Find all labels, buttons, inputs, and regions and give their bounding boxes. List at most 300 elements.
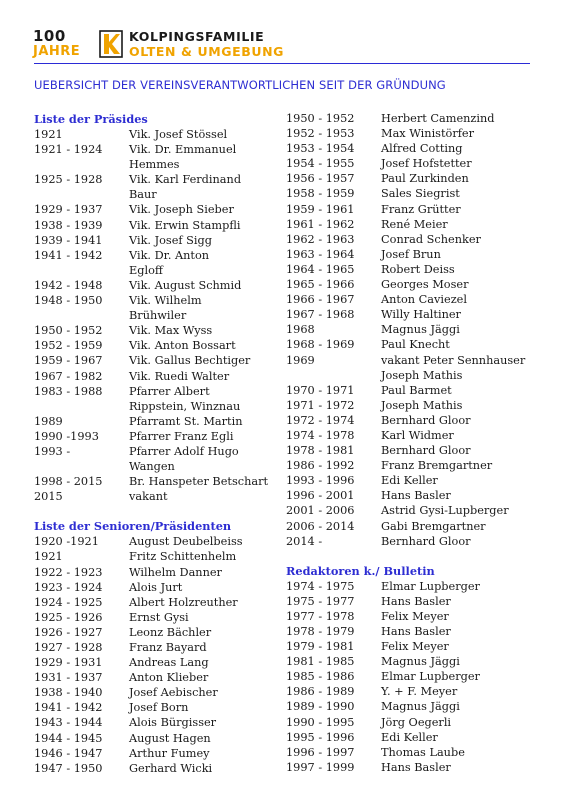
list-item — [34, 670, 274, 685]
list-item — [286, 519, 556, 534]
list-item — [34, 655, 274, 670]
senioren-list-continued — [286, 111, 556, 549]
list-item — [34, 233, 274, 248]
name-line: vakant Peter Sennhauser — [381, 353, 526, 367]
list-item — [34, 700, 274, 715]
name-line: Max Winistörfer — [381, 127, 474, 141]
name-cell — [129, 233, 274, 248]
name-line: Vik. Joseph Sieber — [129, 203, 234, 217]
years-cell: 1920 -1921 — [34, 535, 99, 549]
years-cell: 1947 - 1950 — [34, 761, 103, 775]
list-item — [286, 171, 556, 186]
list-item — [286, 217, 556, 232]
name-line: Conrad Schenker — [381, 232, 481, 246]
name-cell — [129, 429, 274, 444]
name-line: Joseph Mathis — [381, 398, 463, 412]
redaktoren-list — [286, 579, 556, 775]
list-item — [286, 639, 556, 654]
name-line: Vik. Ruedi Walter — [129, 369, 230, 383]
name-cell — [381, 307, 556, 322]
years-cell: 1929 - 1937 — [34, 203, 103, 217]
name-line: René Meier — [381, 217, 448, 231]
list-item — [286, 684, 556, 699]
name-cell — [129, 172, 274, 202]
name-line: Josef Brun — [381, 247, 441, 261]
list-item — [286, 443, 556, 458]
name-line: Magnus Jäggi — [381, 700, 460, 714]
name-line: Franz Bremgartner — [381, 459, 493, 473]
praesides-heading: Liste der Präsides — [34, 112, 148, 126]
list-item — [34, 127, 274, 142]
name-line: August Deubelbeiss — [129, 535, 243, 549]
name-cell — [129, 202, 274, 217]
name-line: Pfarramt St. Martin — [129, 414, 243, 428]
name-line: Ernst Gysi — [129, 610, 189, 624]
name-line: Paul Zurkinden — [381, 172, 469, 186]
redaktoren-heading: Redaktoren k./ Bulletin — [286, 563, 435, 578]
name-line: Vik. Dr. Anton — [129, 248, 210, 262]
years-cell: 1985 - 1986 — [286, 670, 355, 684]
list-item — [286, 277, 556, 292]
name-line: Alois Bürgisser — [129, 716, 217, 730]
name-line: Gerhard Wicki — [129, 761, 213, 775]
name-cell — [381, 534, 556, 549]
name-cell — [129, 700, 274, 715]
name-cell — [381, 232, 556, 247]
name-cell — [129, 580, 274, 595]
name-line: Willy Haltiner — [381, 308, 461, 322]
name-line: Alfred Cotting — [381, 142, 463, 156]
name-cell — [129, 655, 274, 670]
years-cell: 2015 — [34, 490, 63, 504]
years-cell: 1925 - 1926 — [34, 610, 103, 624]
list-item — [34, 685, 274, 700]
name-line: Joseph Mathis — [381, 368, 463, 382]
name-line: Vik. Karl Ferdinand — [129, 173, 242, 187]
list-item — [34, 580, 274, 595]
name-cell — [381, 171, 556, 186]
name-line: Elmar Lupberger — [381, 579, 480, 593]
list-item — [34, 746, 274, 761]
list-item — [34, 353, 274, 368]
name-cell — [129, 414, 274, 429]
years-cell: 1958 - 1959 — [286, 187, 355, 201]
years-cell: 1948 - 1950 — [34, 294, 103, 308]
years-cell: 1965 - 1966 — [286, 278, 355, 292]
years-cell: 1986 - 1992 — [286, 459, 355, 473]
name-line: Vik. Gallus Bechtiger — [129, 354, 251, 368]
list-item — [286, 292, 556, 307]
logo-org-line2: OLTEN & UMGEBUNG — [129, 44, 285, 59]
name-cell — [129, 534, 274, 549]
name-cell — [129, 127, 274, 142]
years-cell: 1997 - 1999 — [286, 760, 355, 774]
list-item — [286, 126, 556, 141]
years-cell: 1921 - 1924 — [34, 143, 103, 157]
name-cell — [381, 579, 556, 594]
name-cell — [129, 323, 274, 338]
name-cell — [381, 730, 556, 745]
name-line: Leonz Bächler — [129, 625, 212, 639]
name-line: Gabi Bremgartner — [381, 519, 486, 533]
name-cell — [129, 444, 274, 474]
name-line: Vik. Josef Sigg — [129, 233, 213, 247]
list-item — [34, 640, 274, 655]
name-cell — [129, 761, 274, 776]
list-item — [286, 624, 556, 639]
list-item — [34, 323, 274, 338]
years-cell: 1966 - 1967 — [286, 293, 355, 307]
name-cell — [381, 398, 556, 413]
years-cell: 1961 - 1962 — [286, 217, 355, 231]
list-item — [34, 761, 274, 776]
years-cell: 2014 - — [286, 534, 323, 548]
name-cell — [381, 413, 556, 428]
list-item — [286, 760, 556, 775]
years-cell: 1950 - 1952 — [34, 324, 103, 338]
name-cell — [129, 685, 274, 700]
name-cell — [381, 443, 556, 458]
name-line: Franz Bayard — [129, 641, 207, 654]
list-item — [286, 337, 556, 352]
name-line: Georges Moser — [381, 278, 469, 292]
name-cell — [381, 322, 556, 337]
list-item — [34, 293, 274, 323]
name-line: Magnus Jäggi — [381, 323, 460, 337]
name-cell — [381, 458, 556, 473]
name-cell — [129, 670, 274, 685]
name-cell — [129, 248, 274, 278]
list-item — [34, 565, 274, 580]
years-cell: 1942 - 1948 — [34, 278, 103, 292]
name-line: Felix Meyer — [381, 640, 449, 654]
list-item — [286, 307, 556, 322]
name-cell — [381, 609, 556, 624]
name-line: Brühwiler — [129, 309, 187, 323]
years-cell: 1924 - 1925 — [34, 595, 103, 609]
years-cell: 1972 - 1974 — [286, 413, 355, 427]
name-cell — [129, 549, 274, 564]
senioren-list — [34, 534, 274, 776]
years-cell: 2001 - 2006 — [286, 504, 355, 518]
name-line: Vik. Wilhelm — [129, 294, 202, 308]
logo-number: 100 — [33, 27, 66, 45]
list-item — [286, 428, 556, 443]
name-cell — [129, 489, 274, 504]
name-line: Vik. Dr. Emmanuel — [129, 143, 237, 157]
name-line: Herbert Camenzind — [381, 112, 495, 125]
years-cell: 1995 - 1996 — [286, 730, 355, 744]
list-item — [286, 232, 556, 247]
name-cell — [381, 684, 556, 699]
name-line: Karl Widmer — [381, 428, 454, 442]
list-item — [34, 172, 274, 202]
name-line: Pfarrer Adolf Hugo — [129, 444, 239, 458]
years-cell: 1964 - 1965 — [286, 262, 355, 276]
list-item — [34, 248, 274, 278]
name-line: Paul Barmet — [381, 383, 452, 397]
list-item — [34, 384, 274, 414]
name-cell — [381, 277, 556, 292]
name-cell — [129, 474, 274, 489]
years-cell: 1969 — [286, 353, 315, 367]
name-line: vakant — [129, 490, 168, 504]
name-cell — [129, 715, 274, 730]
name-line: Vik. Josef Stössel — [129, 128, 228, 141]
years-cell: 1971 - 1972 — [286, 398, 355, 412]
kolping-k-icon — [99, 30, 123, 58]
list-item — [286, 473, 556, 488]
page-title: UEBERSICHT DER VEREINSVERANTWORTLICHEN SEIT DER GRÜNDUNG — [34, 78, 446, 92]
name-line: Magnus Jäggi — [381, 655, 460, 669]
list-item — [286, 398, 556, 413]
years-cell: 1931 - 1937 — [34, 671, 103, 685]
list-item — [286, 534, 556, 549]
years-cell: 1944 - 1945 — [34, 731, 103, 745]
name-line: Robert Deiss — [381, 262, 455, 276]
list-item — [286, 186, 556, 201]
years-cell: 1986 - 1989 — [286, 685, 355, 699]
name-cell — [381, 383, 556, 398]
name-line: Y. + F. Meyer — [381, 685, 458, 699]
name-cell — [381, 519, 556, 534]
list-item — [34, 549, 274, 564]
name-line: Wangen — [129, 460, 175, 474]
list-item — [34, 715, 274, 730]
list-item — [34, 278, 274, 293]
years-cell: 1938 - 1939 — [34, 218, 103, 232]
list-item — [34, 369, 274, 384]
years-cell: 1941 - 1942 — [34, 248, 103, 262]
name-cell — [129, 610, 274, 625]
name-line: Wilhelm Danner — [129, 565, 222, 579]
senioren-heading: Liste der Senioren/Präsidenten — [34, 519, 232, 534]
years-cell: 1983 - 1988 — [34, 384, 103, 398]
name-cell — [381, 669, 556, 684]
years-cell: 1993 - — [34, 444, 71, 458]
name-cell — [381, 654, 556, 669]
list-item — [34, 489, 274, 504]
name-cell — [381, 639, 556, 654]
name-line: Andreas Lang — [129, 656, 209, 670]
name-cell — [129, 565, 274, 580]
name-cell — [129, 353, 274, 368]
years-cell: 1950 - 1952 — [286, 112, 355, 125]
list-item — [34, 625, 274, 640]
years-cell: 1926 - 1927 — [34, 625, 103, 639]
name-cell — [129, 218, 274, 233]
name-cell — [381, 111, 556, 126]
years-cell: 1993 - 1996 — [286, 474, 355, 488]
list-item — [34, 202, 274, 217]
name-cell — [129, 369, 274, 384]
name-cell — [381, 624, 556, 639]
years-cell: 2006 - 2014 — [286, 519, 355, 533]
name-cell — [381, 594, 556, 609]
list-item — [34, 731, 274, 746]
years-cell: 1975 - 1977 — [286, 594, 355, 608]
name-line: Jörg Oegerli — [381, 715, 452, 729]
years-cell: 1938 - 1940 — [34, 686, 103, 700]
name-line: Hans Basler — [381, 594, 451, 608]
years-cell: 1956 - 1957 — [286, 172, 355, 186]
name-cell — [381, 292, 556, 307]
name-line: Josef Aebischer — [129, 686, 218, 700]
years-cell: 1978 - 1979 — [286, 625, 355, 638]
years-cell: 1967 - 1968 — [286, 308, 355, 322]
list-item — [34, 142, 274, 172]
years-cell: 1962 - 1963 — [286, 232, 355, 246]
list-item — [34, 534, 274, 549]
years-cell: 1968 — [286, 323, 315, 337]
name-cell — [129, 625, 274, 640]
name-cell — [381, 760, 556, 775]
name-cell — [381, 247, 556, 262]
list-item — [286, 353, 556, 383]
years-cell: 1921 — [34, 550, 63, 564]
name-cell — [381, 353, 556, 383]
name-cell — [381, 337, 556, 352]
years-cell: 1979 - 1981 — [286, 640, 355, 654]
years-cell: 1939 - 1941 — [34, 233, 103, 247]
list-item — [34, 218, 274, 233]
name-cell — [381, 473, 556, 488]
list-item — [286, 458, 556, 473]
years-cell: 1929 - 1931 — [34, 656, 103, 670]
name-cell — [129, 142, 274, 172]
list-item — [286, 609, 556, 624]
years-cell: 1989 — [34, 414, 63, 428]
name-line: Josef Hofstetter — [381, 157, 472, 171]
name-line: Hans Basler — [381, 489, 451, 503]
list-item — [286, 699, 556, 714]
name-cell — [129, 746, 274, 761]
right-column — [286, 111, 556, 775]
years-cell: 1968 - 1969 — [286, 338, 355, 352]
years-cell: 1927 - 1928 — [34, 641, 103, 654]
years-cell: 1952 - 1953 — [286, 127, 355, 141]
name-line: Thomas Laube — [381, 745, 465, 759]
name-line: Hemmes — [129, 158, 180, 172]
name-line: Paul Knecht — [381, 338, 450, 352]
list-item — [286, 262, 556, 277]
years-cell: 1963 - 1964 — [286, 247, 355, 261]
name-line: Vik. Erwin Stampfli — [129, 218, 241, 232]
praesides-list — [34, 127, 274, 504]
years-cell: 1923 - 1924 — [34, 580, 103, 594]
name-cell — [129, 338, 274, 353]
years-cell: 1954 - 1955 — [286, 157, 355, 171]
years-cell: 1946 - 1947 — [34, 746, 103, 760]
list-item — [286, 141, 556, 156]
list-item — [286, 413, 556, 428]
years-cell: 1941 - 1942 — [34, 701, 103, 715]
list-item — [286, 156, 556, 171]
list-item — [286, 579, 556, 594]
name-line: Edi Keller — [381, 730, 438, 744]
name-cell — [129, 293, 274, 323]
years-cell: 1978 - 1981 — [286, 444, 355, 458]
list-item — [286, 654, 556, 669]
years-cell: 1967 - 1982 — [34, 369, 103, 383]
list-item — [286, 111, 556, 126]
list-item — [286, 503, 556, 518]
logo-jahre: JAHRE — [33, 44, 81, 59]
years-cell: 1921 — [34, 128, 63, 141]
years-cell: 1977 - 1978 — [286, 609, 355, 623]
name-line: Hans Basler — [381, 625, 451, 638]
list-item — [34, 474, 274, 489]
name-cell — [381, 503, 556, 518]
name-cell — [381, 141, 556, 156]
name-line: Fritz Schittenhelm — [129, 550, 237, 564]
years-cell: 1981 - 1985 — [286, 655, 355, 669]
name-cell — [129, 278, 274, 293]
name-line: Franz Grütter — [381, 202, 461, 216]
name-line: Bernhard Gloor — [381, 413, 471, 427]
years-cell: 1996 - 2001 — [286, 489, 355, 503]
list-item — [34, 414, 274, 429]
years-cell: 1970 - 1971 — [286, 383, 355, 397]
years-cell: 1943 - 1944 — [34, 716, 103, 730]
name-cell — [381, 699, 556, 714]
name-line: Astrid Gysi-Lupberger — [381, 504, 509, 518]
logo-org-line1: KOLPINGSFAMILIE — [129, 29, 265, 44]
list-item — [286, 247, 556, 262]
name-line: Sales Siegrist — [381, 187, 460, 201]
name-line: August Hagen — [129, 731, 211, 745]
name-cell — [381, 745, 556, 760]
years-cell: 1974 - 1978 — [286, 428, 355, 442]
name-line: Vik. Anton Bossart — [129, 339, 236, 353]
list-item — [286, 594, 556, 609]
name-line: Pfarrer Franz Egli — [129, 429, 234, 443]
years-cell: 1990 - 1995 — [286, 715, 355, 729]
name-line: Arthur Fumey — [129, 746, 210, 760]
name-cell — [381, 715, 556, 730]
name-line: Egloff — [129, 263, 163, 277]
list-item — [286, 202, 556, 217]
name-line: Vik. August Schmid — [129, 278, 242, 292]
list-item — [34, 444, 274, 474]
list-item — [34, 338, 274, 353]
years-cell: 1959 - 1967 — [34, 354, 103, 368]
name-cell — [381, 262, 556, 277]
name-line: Baur — [129, 188, 157, 202]
name-cell — [381, 488, 556, 503]
name-line: Josef Born — [129, 701, 189, 715]
name-cell — [129, 384, 274, 414]
list-item — [34, 429, 274, 444]
name-cell — [129, 595, 274, 610]
years-cell: 1974 - 1975 — [286, 579, 355, 593]
name-cell — [381, 156, 556, 171]
name-line: Br. Hanspeter Betschart — [129, 475, 269, 489]
list-item — [286, 383, 556, 398]
name-line: Rippstein, Winznau — [129, 399, 241, 413]
years-cell: 1953 - 1954 — [286, 142, 355, 156]
name-line: Felix Meyer — [381, 609, 449, 623]
years-cell: 1925 - 1928 — [34, 173, 103, 187]
list-item — [286, 715, 556, 730]
name-cell — [129, 640, 274, 655]
list-item — [286, 745, 556, 760]
name-line: Albert Holzreuther — [129, 595, 238, 609]
list-item — [34, 610, 274, 625]
list-item — [286, 322, 556, 337]
years-cell: 1989 - 1990 — [286, 700, 355, 714]
name-cell — [381, 428, 556, 443]
